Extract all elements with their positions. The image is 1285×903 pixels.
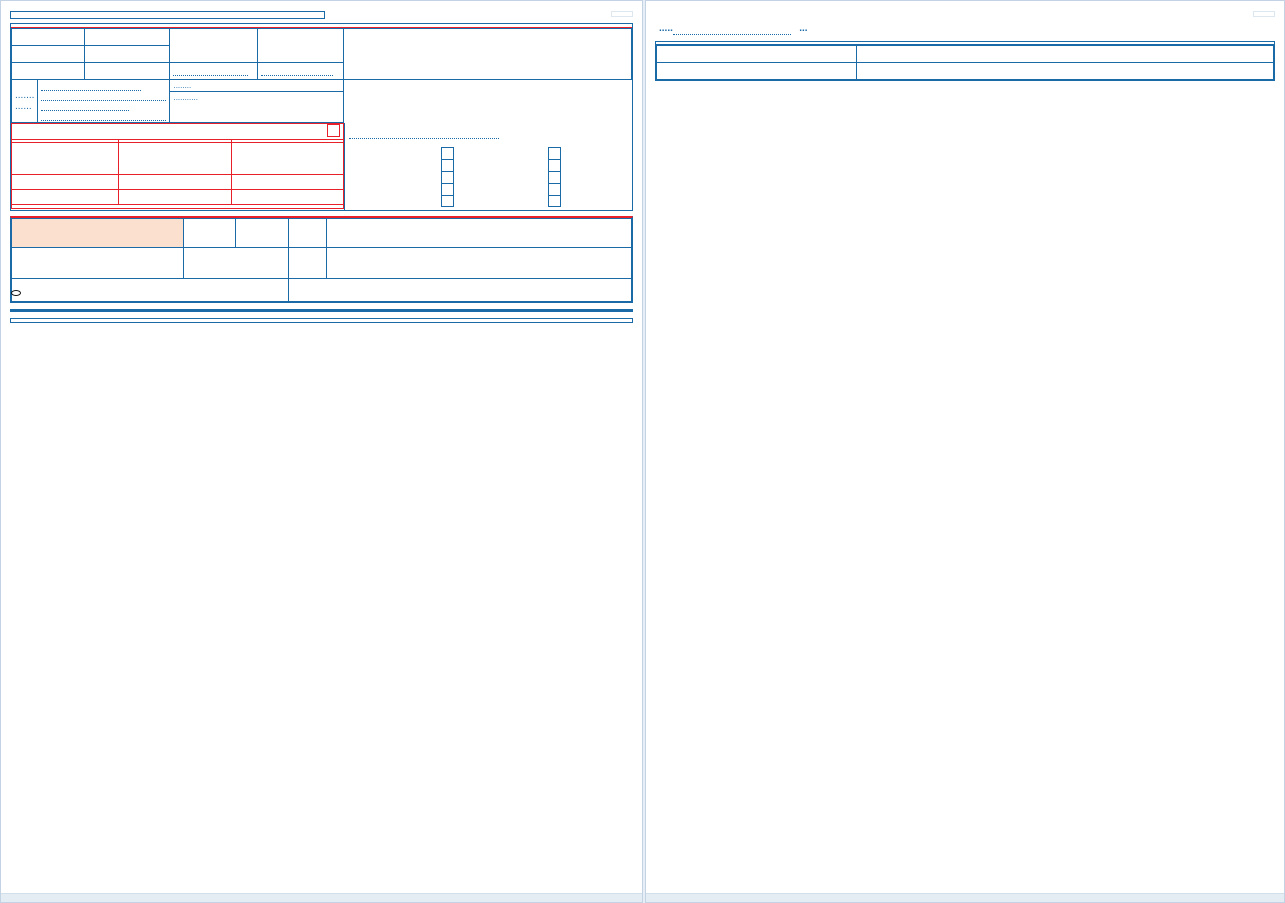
other-cards-cell bbox=[344, 123, 632, 210]
checkbox-blood[interactable] bbox=[548, 159, 561, 171]
consultant-value[interactable] bbox=[170, 63, 258, 80]
weight-block-1 bbox=[170, 80, 343, 92]
checkbox-enteral[interactable] bbox=[548, 195, 561, 207]
senior-review-grid[interactable] bbox=[857, 63, 1274, 80]
allergy-signature-cell bbox=[12, 205, 344, 209]
allergy-row-3 bbox=[12, 190, 344, 205]
checkbox-tpn[interactable] bbox=[441, 171, 454, 183]
checkbox-cytotoxic[interactable] bbox=[441, 147, 454, 159]
other-cards-other-state[interactable] bbox=[349, 126, 629, 139]
allergy-reaction-3[interactable] bbox=[119, 190, 232, 205]
allergy-reaction-2[interactable] bbox=[119, 175, 232, 190]
patient-details-table bbox=[11, 28, 632, 123]
oxygen-admin-grid-1[interactable] bbox=[327, 219, 632, 248]
other-cards-right-checkboxes[interactable] bbox=[548, 147, 561, 207]
chart-rewritten-date-row[interactable] bbox=[41, 91, 166, 101]
allergy-none-known-checkbox[interactable] bbox=[327, 124, 340, 137]
allergy-reaction-1[interactable] bbox=[119, 143, 232, 175]
checkbox-pca[interactable] bbox=[548, 171, 561, 183]
nhs-logo bbox=[611, 11, 633, 17]
oxygen-table bbox=[11, 218, 632, 302]
page-2-sheet bbox=[645, 0, 1285, 903]
oxygen-target-sat-cell bbox=[12, 279, 289, 302]
nhs-logo-2 bbox=[1253, 11, 1275, 17]
checkbox-epidural[interactable] bbox=[548, 183, 561, 195]
patient-name-bar[interactable]: ..... ... bbox=[659, 23, 808, 34]
date-admission-label bbox=[258, 29, 344, 63]
allergy-medicine-1[interactable] bbox=[12, 143, 119, 175]
chart-rewritten-row[interactable] bbox=[41, 81, 166, 91]
other-cards-left-labels bbox=[349, 147, 435, 207]
oxygen-section bbox=[10, 216, 633, 303]
page2-footer bbox=[646, 893, 1284, 902]
allergy-medicine-2[interactable] bbox=[12, 175, 119, 190]
checkbox-sc[interactable] bbox=[441, 195, 454, 207]
ward-value[interactable] bbox=[84, 29, 170, 46]
consultant-label bbox=[170, 29, 258, 63]
patient-name-row bbox=[347, 31, 628, 40]
self-admin-table[interactable] bbox=[656, 45, 1274, 80]
allergy-source-1[interactable] bbox=[232, 143, 344, 175]
ward-label-3 bbox=[12, 63, 85, 80]
oxygen-printname-cell[interactable] bbox=[184, 248, 289, 279]
oxygen-prescriber-cell[interactable] bbox=[12, 248, 184, 279]
prescription-header-frame bbox=[10, 23, 633, 211]
allergy-row-1 bbox=[12, 143, 344, 175]
nhs-number-row bbox=[347, 40, 628, 50]
oxygen-title-cell bbox=[12, 219, 184, 248]
oxygen-instructions-cell bbox=[289, 279, 632, 302]
ward-value-2[interactable] bbox=[84, 46, 170, 63]
allergy-header-cell bbox=[12, 124, 344, 140]
checkbox-anticoagulant[interactable] bbox=[441, 159, 454, 171]
oxygen-time-slot bbox=[289, 248, 327, 279]
date-admission-value[interactable] bbox=[258, 63, 344, 80]
allergy-cell bbox=[11, 123, 344, 210]
pharmacy-check-row[interactable] bbox=[41, 101, 166, 111]
weight-cell bbox=[170, 80, 344, 123]
allergy-row-2 bbox=[12, 175, 344, 190]
allergy-source-3[interactable] bbox=[232, 190, 344, 205]
page1-footer bbox=[1, 893, 642, 902]
senior-review-label bbox=[657, 63, 857, 80]
weight-block-2 bbox=[170, 92, 343, 103]
weight-value-row[interactable]: ........ bbox=[173, 81, 192, 90]
checkbox-insulin[interactable] bbox=[441, 183, 454, 195]
loading-header-cell bbox=[11, 319, 632, 322]
oxygen-start-date-cell[interactable] bbox=[184, 219, 236, 248]
other-cards-left-checkboxes[interactable] bbox=[441, 147, 454, 207]
allergy-medicine-3[interactable] bbox=[12, 190, 119, 205]
other-cards-right-labels bbox=[468, 147, 542, 207]
ward-label-2 bbox=[12, 46, 85, 63]
oxygen-admin-grid-2[interactable] bbox=[327, 248, 632, 279]
regular-prescription-frame bbox=[655, 41, 1275, 81]
card-no-b-row[interactable]: ...... bbox=[15, 101, 32, 112]
oxygen-pharm-screen-cell[interactable] bbox=[236, 219, 289, 248]
allergy-othercards-row bbox=[11, 123, 632, 210]
chart-rewritten-block bbox=[38, 80, 170, 122]
pgd-header bbox=[11, 310, 632, 311]
self-admin-grid[interactable] bbox=[857, 46, 1274, 63]
checkbox-intrathecal[interactable] bbox=[548, 147, 561, 159]
pgd-section bbox=[10, 309, 633, 312]
allergy-table bbox=[11, 123, 344, 209]
self-admin-label bbox=[657, 46, 857, 63]
card-no-block bbox=[12, 80, 38, 122]
pharmacy-check-date-row[interactable] bbox=[41, 111, 166, 121]
weight2-row[interactable]: ........... bbox=[173, 93, 198, 102]
oxygen-date-cell bbox=[289, 219, 327, 248]
allergy-source-2[interactable] bbox=[232, 175, 344, 190]
card-no-a-row[interactable]: ....... bbox=[15, 90, 35, 101]
ward-value-3[interactable] bbox=[84, 63, 170, 80]
page-title bbox=[10, 11, 325, 19]
loading-doses-section bbox=[10, 318, 633, 323]
card-no-cell bbox=[12, 80, 170, 123]
page1-header bbox=[10, 11, 633, 19]
ward-label-1 bbox=[12, 29, 85, 46]
patient-label-area bbox=[344, 29, 632, 80]
